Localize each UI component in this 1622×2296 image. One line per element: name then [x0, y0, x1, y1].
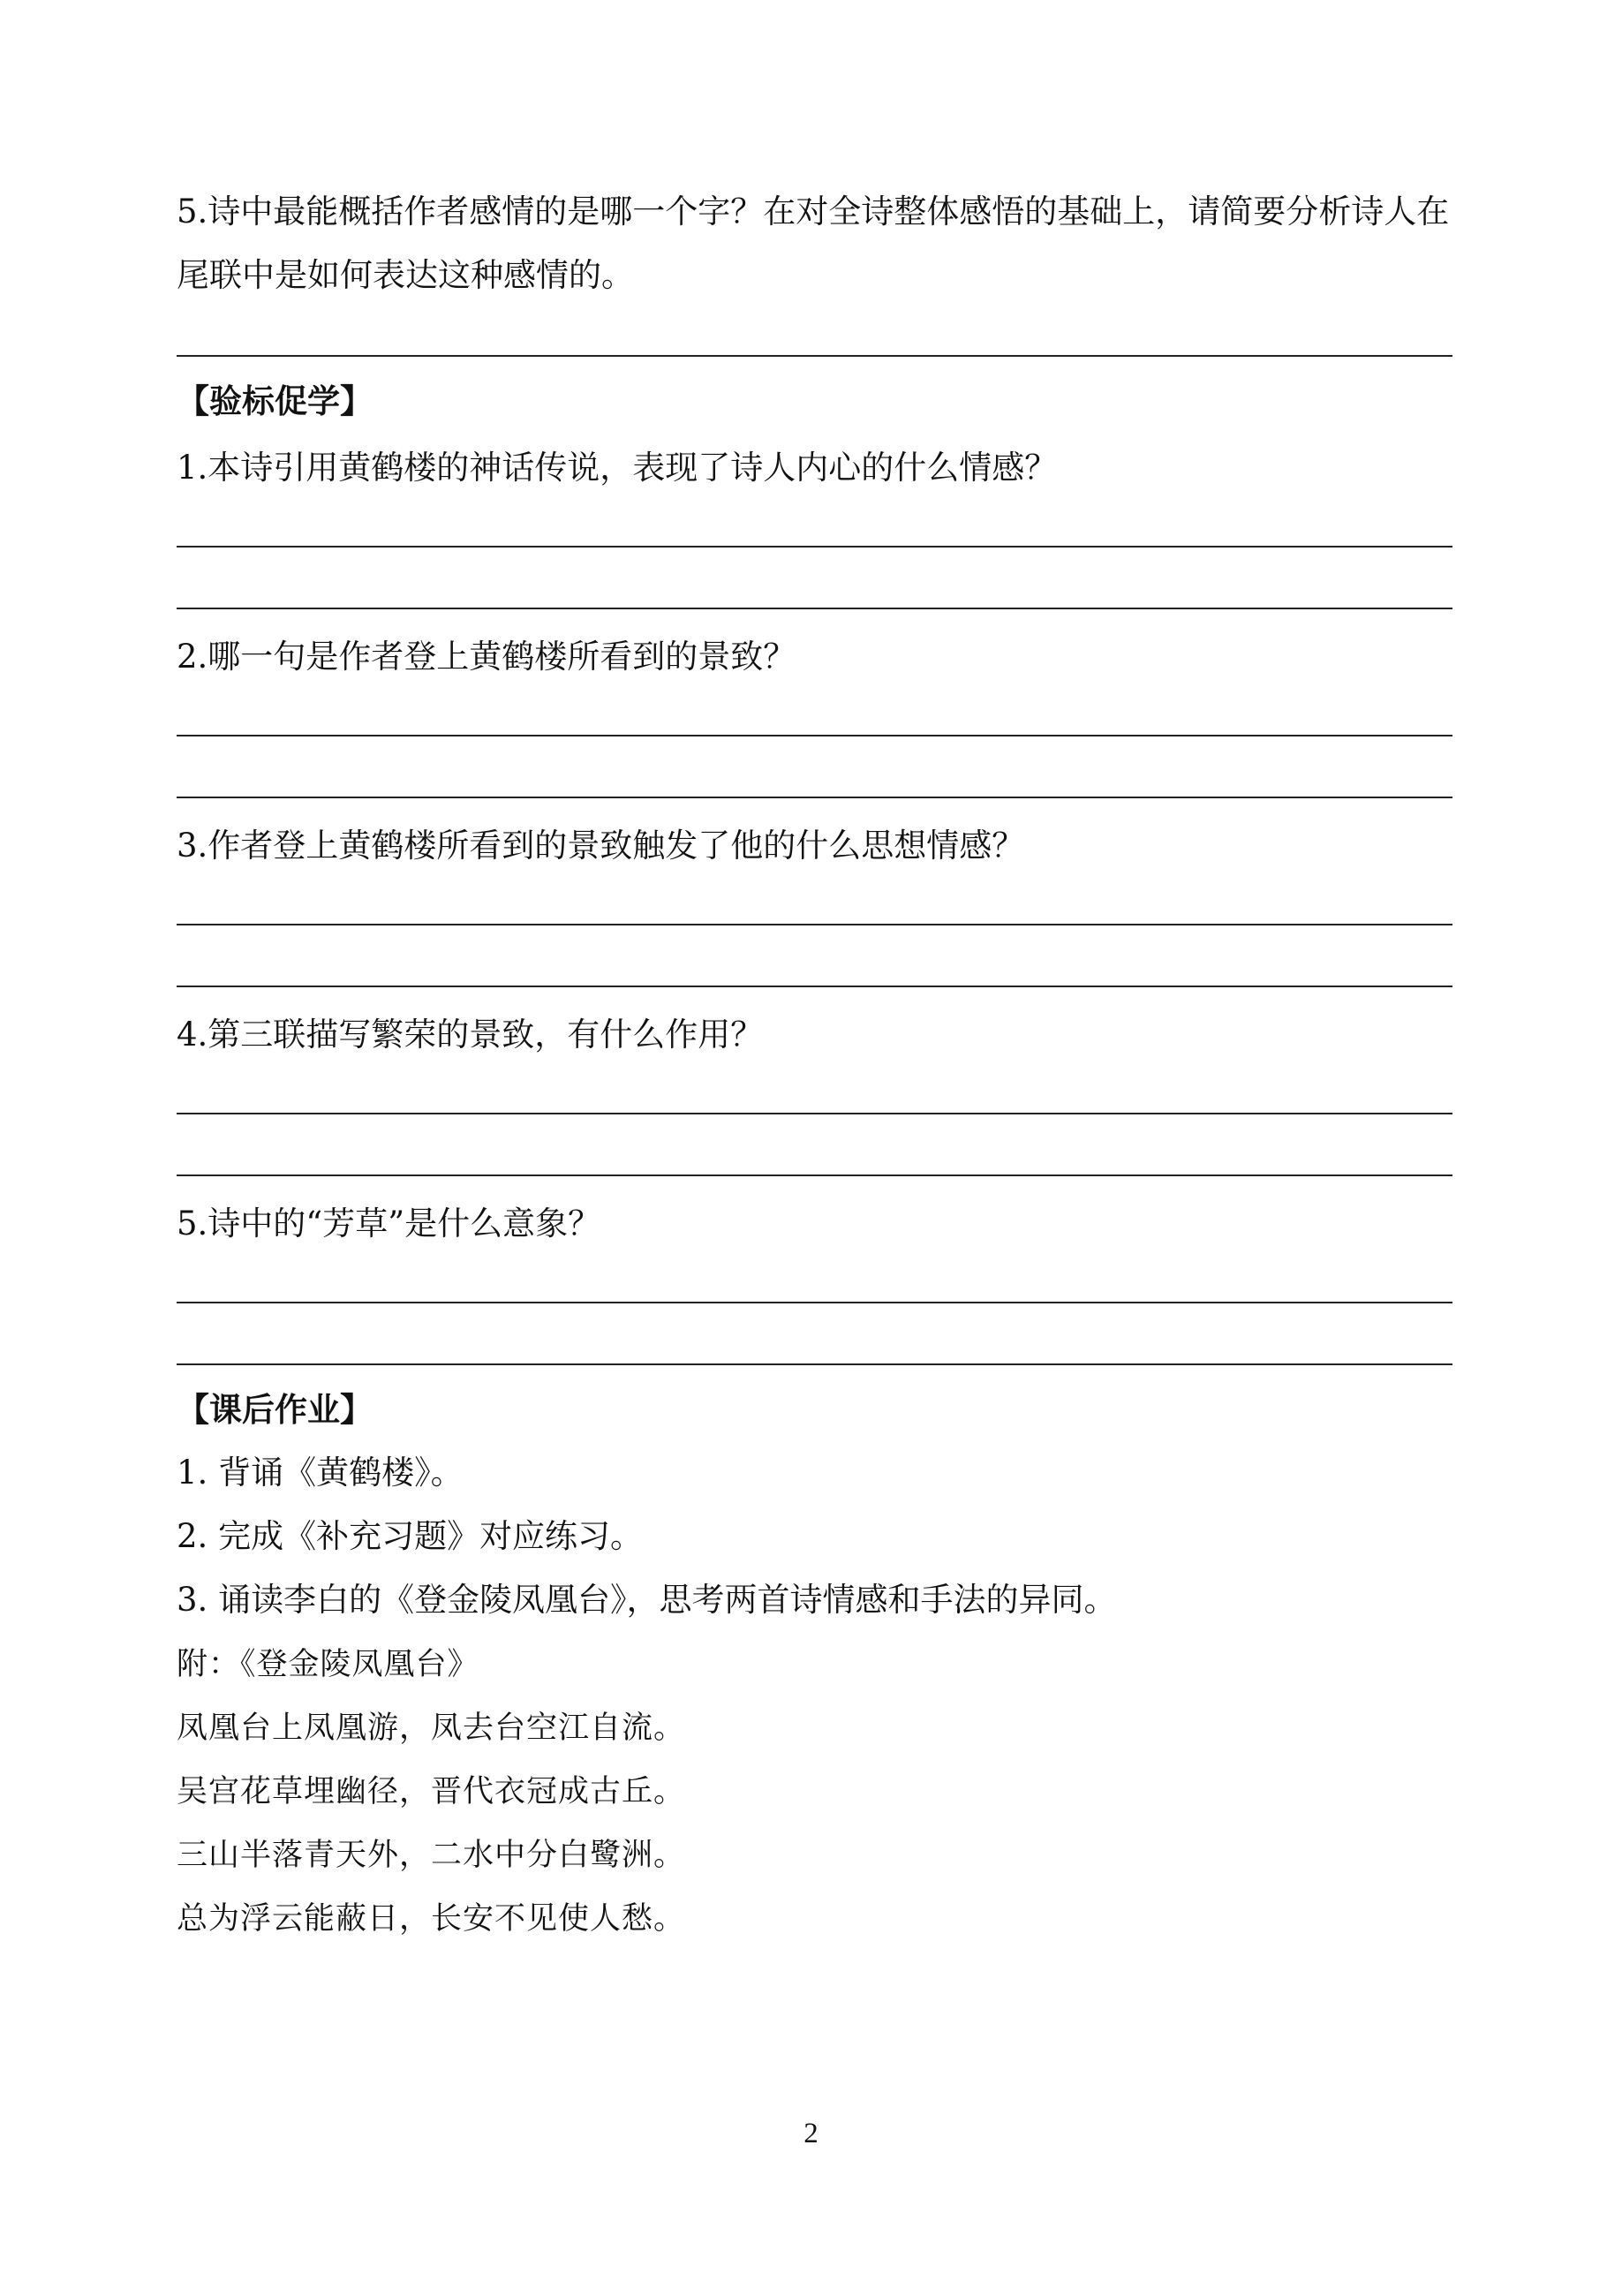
section-heading-homework: 【课后作业】	[177, 1391, 373, 1429]
answer-line	[177, 1302, 1452, 1303]
answer-line	[177, 986, 1452, 987]
homework-item: 1. 背诵《黄鹤楼》。	[177, 1454, 464, 1492]
answer-line	[177, 1363, 1452, 1365]
section-heading-check: 【验标促学】	[177, 382, 373, 420]
question-item: 5.诗中的“芳草”是什么意象？	[177, 1205, 601, 1242]
question-item: 1.本诗引用黄鹤楼的神话传说，表现了诗人内心的什么情感？	[177, 449, 1058, 487]
question-line: 5.诗中最能概括作者感情的是哪一个字？在对全诗整体感悟的基础上，请简要分析诗人在	[177, 193, 1450, 230]
poem-line: 凤凰台上凤凰游，凤去台空江自流。	[177, 1711, 686, 1746]
question-item: 3.作者登上黄鹤楼所看到的景致触发了他的什么思想情感？	[177, 827, 1025, 865]
question-item: 4.第三联描写繁荣的景致，有什么作用？	[177, 1016, 764, 1054]
homework-item: 3. 诵读李白的《登金陵凤凰台》，思考两首诗情感和手法的异同。	[177, 1581, 1117, 1619]
answer-line	[177, 735, 1452, 736]
poem-line: 三山半落青天外，二水中分白鹭洲。	[177, 1838, 686, 1873]
page-number: 2	[803, 2118, 819, 2149]
answer-line	[177, 1113, 1452, 1114]
answer-line	[177, 608, 1452, 609]
answer-line	[177, 1174, 1452, 1176]
poem-line: 吴宫花草埋幽径，晋代衣冠成古丘。	[177, 1774, 686, 1809]
answer-line	[177, 355, 1452, 357]
question-line: 尾联中是如何表达这种感情的。	[177, 256, 634, 294]
appendix-title: 附：《登金陵凤凰台》	[177, 1647, 479, 1682]
answer-line	[177, 924, 1452, 925]
answer-line	[177, 546, 1452, 548]
question-item: 2.哪一句是作者登上黄鹤楼所看到的景致？	[177, 638, 796, 676]
homework-item: 2. 完成《补充习题》对应练习。	[177, 1517, 644, 1555]
answer-line	[177, 797, 1452, 798]
poem-line: 总为浮云能蔽日，长安不见使人愁。	[177, 1901, 686, 1937]
